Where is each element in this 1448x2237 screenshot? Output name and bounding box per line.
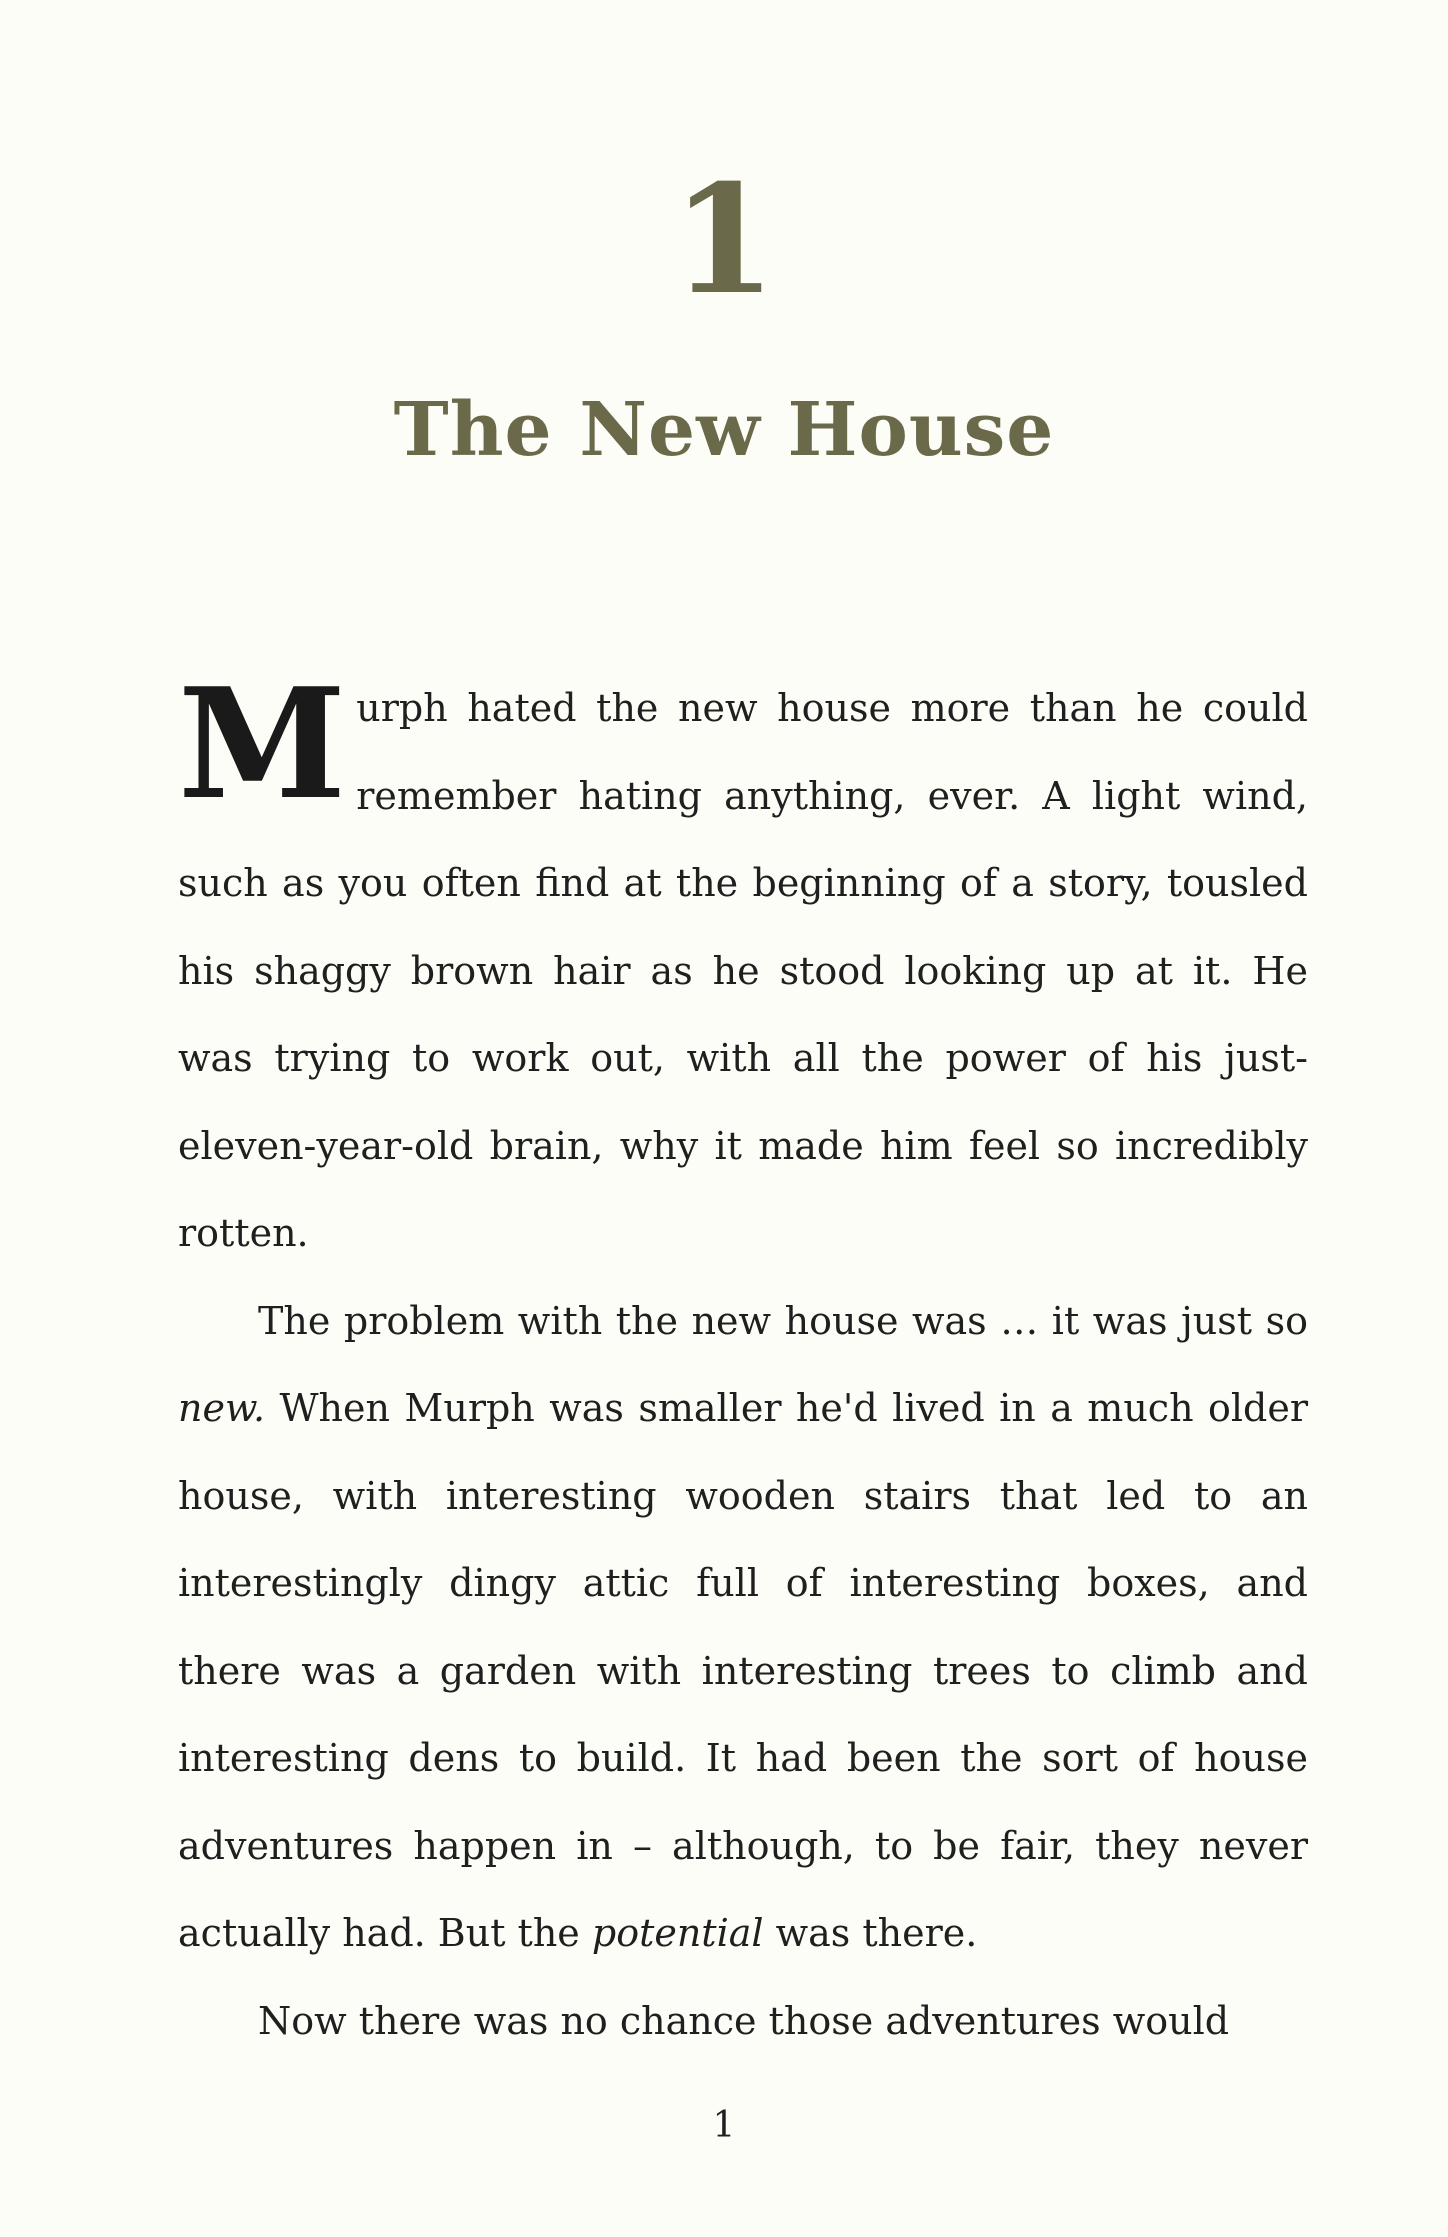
chapter-body	[178, 654, 1308, 2065]
paragraph-3	[178, 1978, 1308, 2066]
chapter-number: 1	[671, 152, 777, 328]
paragraph-2-text-c: was there.	[763, 1911, 978, 1955]
paragraph-2-text-b: When Murph was smaller he'd lived in a much older house, with interesting wooden stairs that led to an interestingly dingy attic full of interesting boxes, and there was a garden with interesting trees to climb and interesting dens to build. It had been the sort of house adventures happen in – although, to be fair, they never actually had. But the	[178, 1386, 1308, 1955]
chapter-title: The New House	[393, 387, 1055, 473]
paragraph-1	[178, 654, 1308, 1278]
paragraph-3-text: Now there was no chance those adventures would	[258, 1998, 1230, 2043]
paragraph-2-text-a: The problem with the new house was … it was just so	[258, 1298, 1308, 1343]
paragraph-2-italic-new: new.	[178, 1386, 266, 1430]
paragraph-1-text: urph hated the new house more than he could remember hating anything, ever. A light wind, such as you often find at the beginning of a story, tousled his shaggy brown hair as he stood looking up at it. He was trying to work out, with all the power of his just-eleven-year-old brain, why it made him feel so incredibly rotten.	[178, 686, 1308, 1255]
paragraph-2	[178, 1278, 1308, 1978]
drop-cap: M	[178, 654, 347, 833]
page-number: 1	[712, 2105, 736, 2146]
paragraph-2-italic-potential: potential	[591, 1911, 764, 1955]
